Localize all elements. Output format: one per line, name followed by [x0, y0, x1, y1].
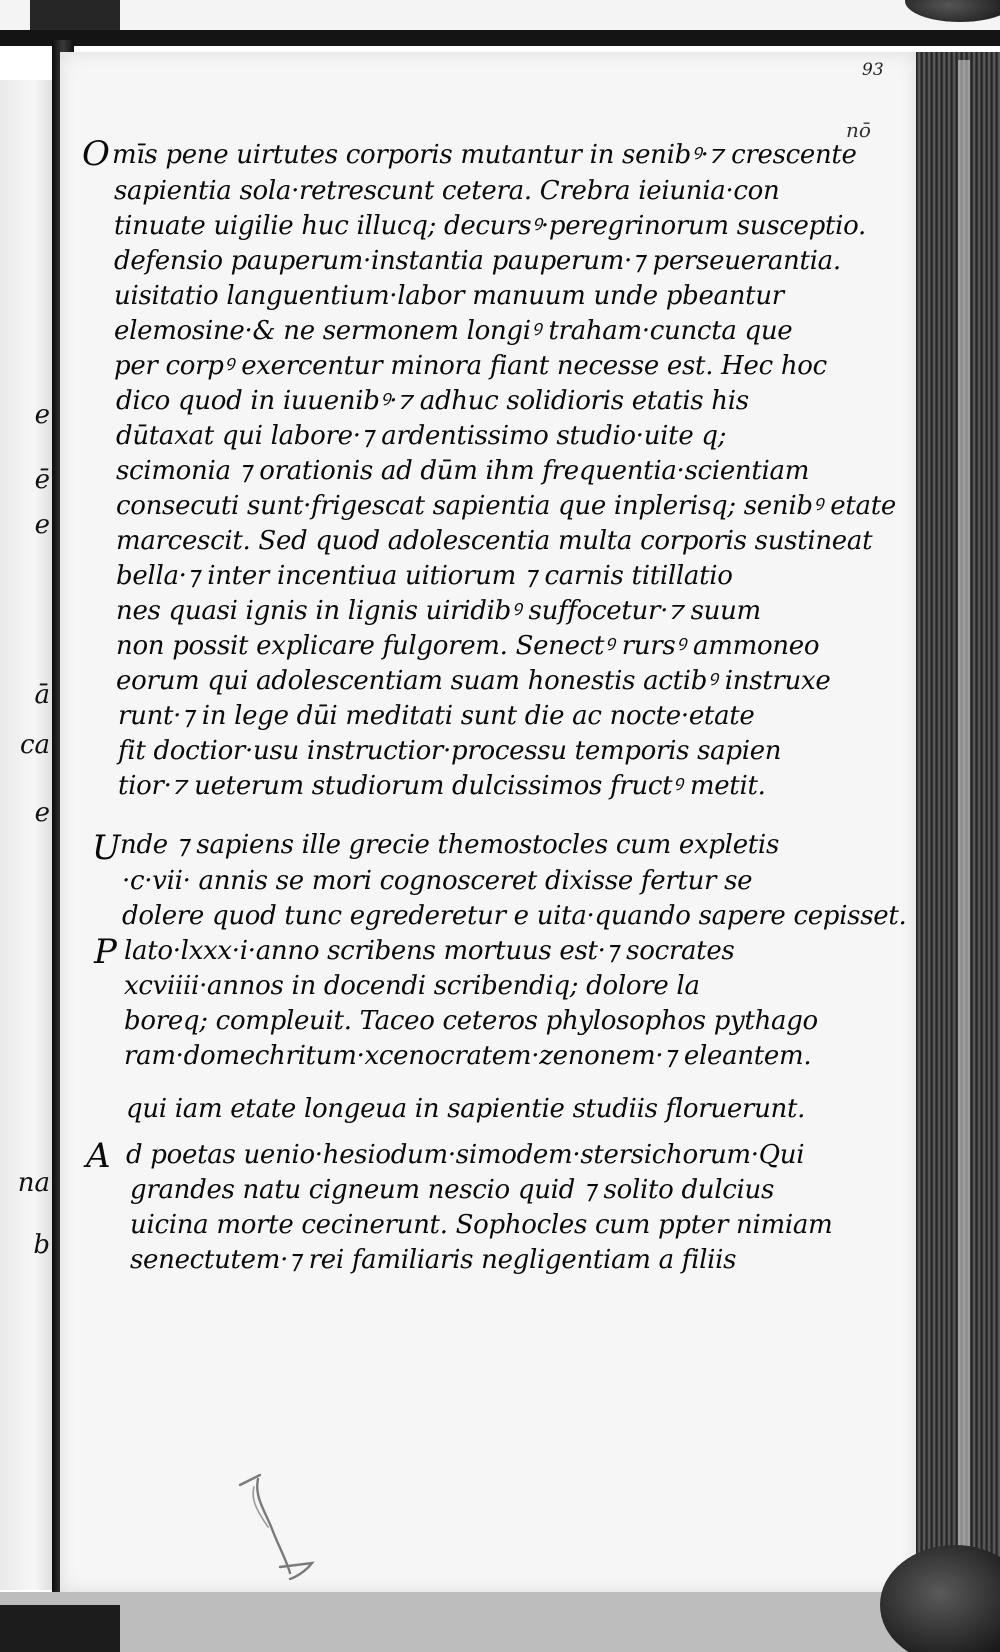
bottom-shadow — [0, 1605, 120, 1652]
text-line: grandes natu cigneum nescio quid ⁊ solito dulcius — [130, 1175, 775, 1205]
pencil-doodle — [220, 1467, 330, 1587]
initial-letter: A — [86, 1136, 111, 1176]
text-line: defensio pauperum·instantia pauperum·⁊ perseuerantia. — [114, 246, 841, 276]
text-line: tinuate uigilie huc illucq; decursꝰ·peregrinorum susceptio. — [114, 211, 866, 241]
text-line: uisitatio languentium·labor manuum unde pbeantur — [114, 281, 784, 311]
left-page-fragment: e — [34, 798, 50, 828]
text-line: non possit explicare fulgorem. Senectꝰ rursꝰ ammoneo — [116, 631, 820, 661]
initial-letter: U — [92, 828, 121, 868]
text-line: consecuti sunt·frigescat sapientia que inplerisq; senibꝰ etate — [116, 491, 896, 521]
text-line: runt·⁊ in lege dūi meditati sunt die ac nocte·etate — [118, 701, 755, 731]
text-line: tior·⁊ ueterum studiorum dulcissimos fructꝰ metit. — [118, 771, 766, 801]
left-page-fragment: e — [34, 510, 50, 540]
text-line: nde ⁊ sapiens ille grecie themostocles cum expletis — [120, 830, 779, 860]
text-line: dico quod in iuuenibꝰ·⁊ adhuc solidioris etatis his — [116, 386, 749, 416]
text-line: xcviiii·annos in docendi scribendiq; dolore la — [124, 971, 700, 1001]
text-line: dolere quod tunc egrederetur e uita·quando sapere cepisset. — [122, 901, 907, 931]
text-line: elemosine·& ne sermonem longiꝰ traham·cuncta que — [114, 316, 793, 346]
text-line: mīs pene uirtutes corporis mutantur in senibꝰ·⁊ crescente — [112, 140, 857, 170]
text-line: uicina morte cecinerunt. Sophocles cum ppter nimiam — [130, 1210, 833, 1240]
text-line: per corpꝰ exercentur minora fiant necesse est. Hec hoc — [114, 351, 827, 381]
margin-note: nō — [846, 118, 871, 142]
left-page-fragment: b — [33, 1230, 50, 1260]
fore-edge-highlight — [958, 60, 970, 1580]
left-page-fragment: e — [34, 400, 50, 430]
text-line: ·c·vii· annis se mori cognosceret dixisse fertur se — [122, 866, 753, 896]
initial-letter: P — [94, 932, 117, 972]
text-line: eorum qui adolescentiam suam honestis actibꝰ instruxe — [116, 666, 831, 696]
bottom-margin-strip — [0, 1592, 1000, 1652]
text-line: lato·lxxx·i·anno scribens mortuus est·⁊ socrates — [124, 936, 735, 966]
text-line: fit doctior·usu instructior·processu temporis sapien — [118, 736, 782, 766]
text-line: dūtaxat qui labore·⁊ ardentissimo studio·uite q; — [116, 421, 727, 451]
text-line: senectutem·⁊ rei familiaris negligentiam a filiis — [130, 1245, 737, 1275]
text-line: bella·⁊ inter incentiua uitiorum ⁊ carnis titillatio — [116, 561, 733, 591]
text-line: marcescit. Sed quod adolescentia multa corporis sustineat — [116, 526, 873, 556]
left-page-edge — [0, 80, 60, 1590]
left-page-fragment: na — [17, 1168, 50, 1198]
text-line: scimonia ⁊ orationis ad dūm ihm frequentia·scientiam — [116, 456, 810, 486]
text-line: sapientia sola·retrescunt cetera. Crebra ieiunia·con — [114, 176, 780, 206]
top-binding-bar — [0, 30, 1000, 46]
text-line: ram·domechritum·xcenocratem·zenonem·⁊ eleantem. — [124, 1041, 812, 1071]
text-line: boreq; compleuit. Taceo ceteros phylosophos pythago — [124, 1006, 818, 1036]
text-line: qui iam etate longeua in sapientie studiis floruerunt. — [126, 1094, 806, 1124]
manuscript-page — [60, 52, 918, 1592]
left-page-fragment: ca — [19, 730, 50, 760]
initial-letter: O — [82, 134, 110, 174]
folio-number: 93 — [862, 60, 884, 80]
left-page-fragment: ā — [34, 680, 50, 710]
top-shadow — [30, 0, 120, 30]
left-page-fragment: ē — [34, 465, 50, 495]
text-line: d poetas uenio·hesiodum·simodem·stersichorum·Qui — [126, 1140, 805, 1170]
text-line: nes quasi ignis in lignis uiridibꝰ suffocetur·⁊ suum — [116, 596, 761, 626]
